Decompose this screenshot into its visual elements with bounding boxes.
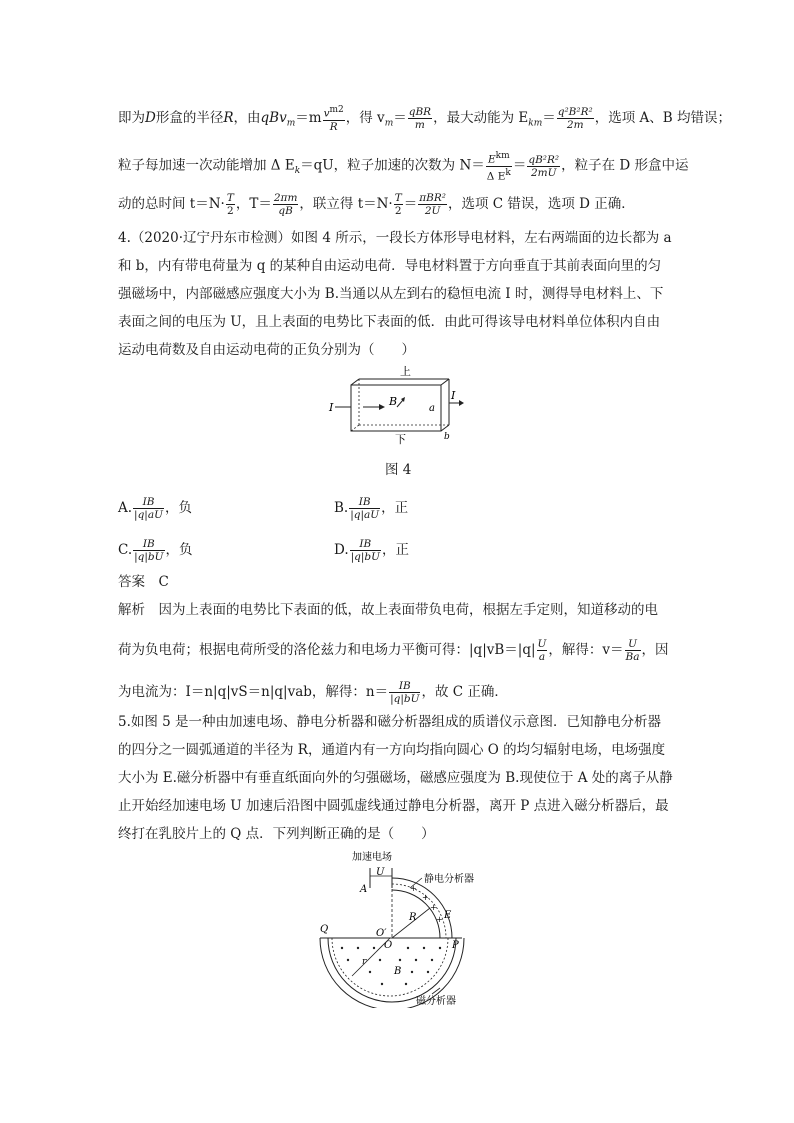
q5-line-2: 的四分之一圆弧通道的半径为 R，通道内有一方向均指向圆心 O 的均匀辐射电场，电场强度 [118,742,666,758]
q4-line-2: 和 b，内有带电荷量为 q 的某种自由运动电荷．导电材料置于方向垂直于其前表面向里的匀 [118,258,662,274]
fraction: $\frac{\text{q²B²R²}}{2m}$ [557,105,593,131]
label-magnetic-field: B [389,395,398,408]
q4-line-1: 4.（2020·辽宁丹东市检测）如图 4 所示，一段长方体形导电材料，左右两端面的边长都为 a [118,230,672,246]
label-field-e: E [444,910,452,921]
q4-analysis-line-1: 解析 因为上表面的电势比下表面的低，故上表面带负电荷，根据左手定则，知道移动的电 [118,602,658,618]
label-bottom: 下 [395,433,406,445]
label-point-q: Q [320,924,329,935]
q5-line-1: 5.如图 5 是一种由加速电场、静电分析器和磁分析器组成的质谱仪示意图．已知静电分析器 [118,714,662,730]
q4-analysis-line-2: 荷为负电荷；根据电荷所受的洛伦兹力和电场力平衡可得：|q|vB＝|q| $\frac{U}{a}$ ，解得：v＝ $\frac{U}{Ba}$ ，因 [118,638,669,663]
q5-line-4: 止开始经加速电场 U 加速后沿图中圆弧虚线通过静电分析器，离开 P 点进入磁分析器后，最 [118,798,669,814]
label-accelerating-field: 加速电场 [352,852,392,863]
fraction: $\frac{\text{πBR²}}{2U}$ [419,192,446,217]
plus-sign: + [410,884,417,893]
label-current-right: I [451,389,456,402]
label-voltage-u: U [376,867,385,878]
label-magnetic-analyzer: 磁分析器 [416,996,456,1007]
plus-sign: + [430,903,437,912]
label-electrostatic-analyzer: 静电分析器 [424,874,474,885]
q4-line-3: 强磁场中，内部磁感应强度大小为 B.当通以从左到右的稳恒电流 I 时，测得导电材料上、下 [118,286,664,302]
label-current-left: I [329,401,334,414]
label-point-p: P [452,940,459,951]
label-edge-b: b [444,432,450,442]
label-field-b: B [394,966,402,977]
fraction: $\frac{T}{2}$ [394,192,402,217]
option-c: C. $\frac{IB}{|q|bU}$ ，负 [118,538,193,563]
label-top: 上 [400,365,411,378]
label-radius-r: R [409,912,417,923]
q5-line-3: 大小为 E.磁分析器中有垂直纸面向外的匀强磁场，磁感应强度为 B.现使位于 A 处的离子从静 [118,770,673,786]
label-point-o-prime: O′ [376,928,387,939]
option-a: A. $\frac{IB}{|q|aU}$ ，负 [118,496,192,521]
label-point-a: A [360,884,368,895]
q4-answer: 答案 C [118,574,169,590]
fraction: $\frac{\text{qB²R²}}{2mU}$ [528,153,560,179]
figure-4-caption: 图 4 [385,462,412,478]
option-d: D. $\frac{IB}{|q|bU}$ ，正 [334,538,410,563]
prev-solution-line-1: 即为D形盒的半径R，由qBv$_m$＝m $\frac{vm2}{R}$ ，得 $v_m=$ $\frac{\text{qBR}}{m}$ ，最大动能为 $E_{km}=$ $\frac{\text{q²B²R²}}{2m}$ ，选项 A、B 均错误； [118,105,731,133]
label-point-o: O [384,940,393,951]
label-radius-small-r: r [362,957,367,967]
magnetic-field-dots [341,947,441,985]
q4-line-4: 表面之间的电压为 U，且上表面的电势比下表面的低．由此可得该导电材料单位体积内自由 [118,314,661,330]
plus-sign: + [436,915,443,924]
fraction: $\frac{\text{Ekm}}{\text{Δ Ek}}$ [486,151,511,182]
prev-solution-line-3: 动的总时间 t＝N· $\frac{T}{2}$ ，T＝ $\frac{2\pi m}{qB}$ ，联立得 t＝N· $\frac{T}{2}$ ＝ $\frac{\text{πBR²}}{2U}$ ，选项 C 错误，选项 D 正确． [118,192,635,217]
fraction: $\frac{vm2}{R}$ [323,105,344,133]
q4-line-5: 运动电荷数及自由运动电荷的正负分别为（ ） [118,342,415,358]
option-b: B. $\frac{IB}{|q|aU}$ ，正 [334,496,409,521]
label-edge-a: a [429,403,435,414]
fraction: $\frac{2\pi m}{qB}$ [273,192,298,217]
q5-line-5: 终打在乳胶片上的 Q 点．下列判断正确的是（ ） [118,826,435,842]
prev-solution-line-2: 粒子每加速一次动能增加 Δ $E_k=qU$，粒子加速的次数为 N＝ $\frac{\text{Ekm}}{\text{Δ Ek}}$ ＝ $\frac{\text{qB²R²}}{2mU}$ ，粒子在 D 形盒中运 [118,151,689,182]
plus-sign: + [422,893,429,902]
fraction: $\frac{\text{qBR}}{m}$ [408,105,432,131]
q4-analysis-line-3: 为电流为：I＝n|q|vS＝n|q|vab，解得：n＝ $\frac{IB}{|q|bU}$ ，故 C 正确． [118,680,508,705]
figure-5-mass-spectrometer [312,848,492,1008]
fraction: $\frac{T}{2}$ [226,192,234,217]
block-front-face [351,385,441,431]
figure-4-conductor-block [325,363,465,445]
